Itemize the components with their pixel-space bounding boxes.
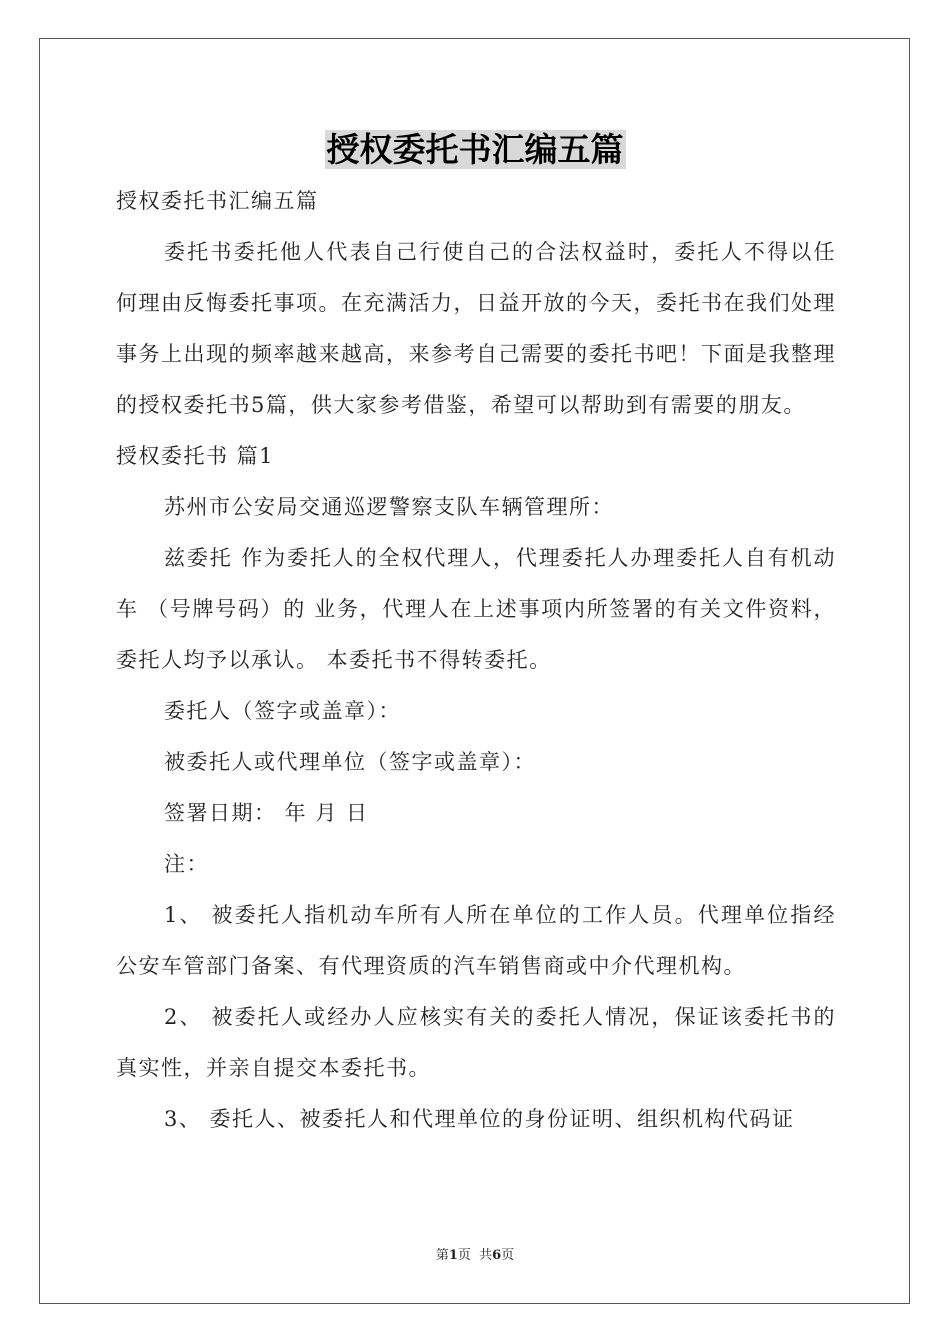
addressee-paragraph: 苏州市公安局交通巡逻警察支队车辆管理所： bbox=[164, 495, 614, 519]
document-title: 授权委托书汇编五篇 bbox=[326, 130, 624, 169]
note-item-3: 3、 委托人、被委托人和代理单位的身份证明、组织机构代码证 bbox=[164, 1107, 795, 1131]
subtitle-paragraph: 授权委托书汇编五篇 bbox=[116, 189, 319, 213]
principal-signature-line: 委托人（签字或盖章）： bbox=[164, 699, 401, 723]
date-line: 签署日期： 年 月 日 bbox=[164, 801, 369, 825]
total-pages: 6 bbox=[492, 1248, 502, 1263]
total-suffix: 页 bbox=[501, 1248, 515, 1263]
page-footer bbox=[0, 1244, 950, 1263]
note-heading: 注： bbox=[164, 852, 209, 876]
total-prefix: 共 bbox=[479, 1248, 493, 1263]
agent-signature-line: 被委托人或代理单位（签字或盖章）： bbox=[164, 750, 536, 774]
section-heading: 授权委托书 篇1 bbox=[116, 444, 275, 468]
note-item-2: 2、 被委托人或经办人应核实有关的委托人情况，保证该委托书的真实性，并亲自提交本委托书。 bbox=[116, 1005, 836, 1080]
page-suffix: 页 bbox=[457, 1248, 471, 1263]
page-number: 1 bbox=[448, 1248, 458, 1263]
page-prefix: 第 bbox=[435, 1248, 449, 1263]
intro-paragraph: 委托书委托他人代表自己行使自己的合法权益时，委托人不得以任何理由反悔委托事项。在充满活力，日益开放的今天，委托书在我们处理事务上出现的频率越来越高，来参考自己需要的委托书吧！下面是我整理的授权委托书5篇，供大家参考借鉴，希望可以帮助到有需要的朋友。 bbox=[116, 240, 836, 417]
document-body bbox=[116, 176, 836, 1145]
entrust-paragraph: 兹委托 作为委托人的全权代理人，代理委托人办理委托人自有机动车 （号牌号码）的 业务，代理人在上述事项内所签署的有关文件资料，委托人均予以承认。 本委托书不得转委托。 bbox=[116, 546, 836, 672]
note-item-1: 1、 被委托人指机动车所有人所在单位的工作人员。代理单位指经公安车管部门备案、有代理资质的汽车销售商或中介代理机构。 bbox=[116, 903, 836, 978]
